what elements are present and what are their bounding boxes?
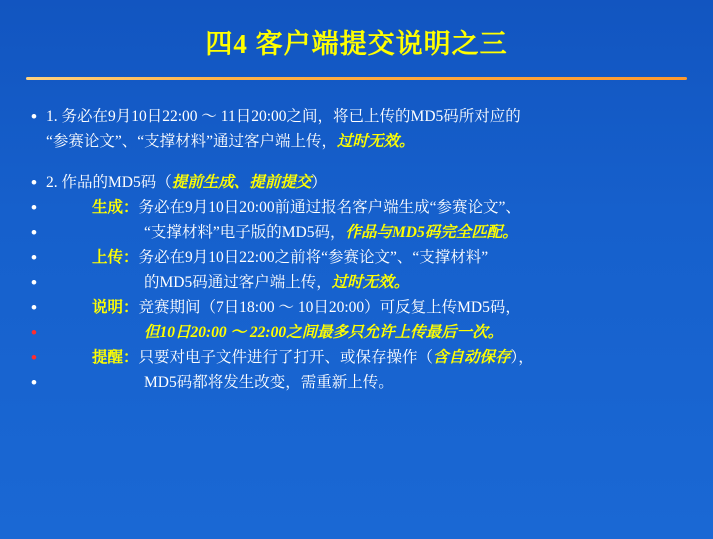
note-line1-text: 竞赛期间（7日18:00 ～ 10日20:00）可反复上传MD5码， [138, 299, 521, 316]
note-line1 [46, 295, 695, 320]
list-item [22, 270, 695, 295]
gen-line2-a: “支撑材料”电子版的MD5码， [144, 224, 346, 241]
page-title: 四4 客户端提交说明之三 [205, 29, 508, 59]
note-line2: 但10日20:00 ～ 22:00之间最多只允许上传最后一次。 [144, 324, 504, 341]
bullet-icon: • [31, 273, 37, 292]
item1-line2 [46, 129, 695, 154]
bullet-icon: • [31, 173, 37, 192]
list-item [22, 295, 695, 320]
bullet-icon-red: • [31, 323, 37, 342]
item1-line2-b: 过时无效。 [337, 133, 415, 150]
list-item [22, 345, 695, 370]
bullet-icon: • [31, 223, 37, 242]
list-item [22, 170, 695, 195]
warn-line1-a: 只要对电子文件进行了打开、或保存操作（ [138, 349, 434, 366]
list-item [22, 220, 695, 245]
warn-line2: MD5码都将发生改变，需重新上传。 [144, 374, 394, 391]
gen-line2 [46, 220, 695, 245]
list-item [22, 195, 695, 220]
up-line2-b: 过时无效。 [331, 274, 410, 291]
item2-a: 2. 作品的MD5码（ [46, 174, 172, 191]
up-line2 [46, 270, 695, 295]
up-line2-a: 的MD5码通过客户端上传， [144, 274, 332, 291]
note-label: 说明： [92, 299, 139, 316]
warn-line1 [46, 345, 695, 370]
bullet-icon-red: • [31, 348, 37, 367]
gen-label: 生成： [92, 199, 139, 216]
gen-line2-b: 作品与MD5码完全匹配。 [345, 224, 518, 241]
item2-c: ） [311, 174, 327, 191]
item1-line2-a: “参赛论文”、“支撑材料”通过客户端上传， [46, 133, 338, 150]
list-item [22, 245, 695, 270]
bullet-icon: • [31, 198, 37, 217]
item1-line1: 1. 务必在9月10日22:00 ～ 11日20:00之间，将已上传的MD5码所对应的 [46, 108, 521, 125]
list-item [22, 104, 695, 129]
title-divider [26, 77, 687, 80]
bullet-icon: • [31, 248, 37, 267]
warn-label: 提醒： [92, 349, 139, 366]
list-item [22, 370, 695, 395]
up-line1 [46, 245, 695, 270]
bullet-icon: • [31, 298, 37, 317]
item2-line [46, 170, 695, 195]
list-item [22, 320, 695, 345]
slide-body [0, 96, 713, 395]
list-item [22, 129, 695, 154]
bullet-icon: • [31, 107, 37, 126]
gen-line1 [46, 195, 695, 220]
warn-line1-b: 含自动保存 [433, 349, 511, 366]
up-line1-text: 务必在9月10日22:00之前将“参赛论文”、“支撑材料” [138, 249, 489, 266]
gen-line1-text: 务必在9月10日20:00前通过报名客户端生成“参赛论文”、 [138, 199, 521, 216]
up-label: 上传： [92, 249, 139, 266]
item2-b: 提前生成、提前提交 [171, 174, 312, 191]
warn-line1-c: ）， [510, 349, 534, 366]
bullet-icon: • [31, 373, 37, 392]
